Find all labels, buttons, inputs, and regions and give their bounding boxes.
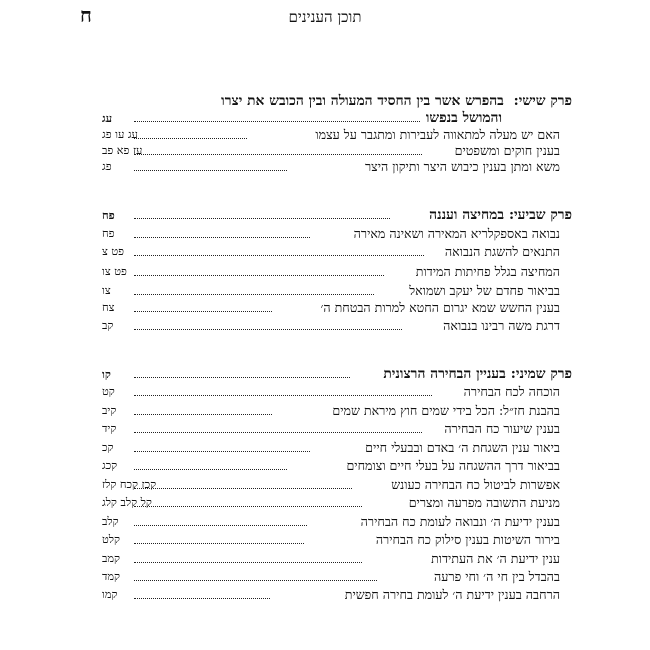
- entry-text: משא ומתן בענין כיבוש היצר ותיקון היצר: [364, 159, 560, 174]
- chapter-label: פרק שישי:: [513, 93, 572, 109]
- entry-text: מניעת התשובה מפרעה ומצרים: [408, 495, 560, 510]
- entry-text: בהבדל בין חי ה׳ וחי פרעה: [434, 569, 560, 584]
- toc-entry: [102, 477, 572, 493]
- entry-text: האם יש מעלה למתאווה לעבירות ומתגבר על עצמו: [315, 127, 560, 142]
- toc-entry: [102, 421, 572, 437]
- entry-text: בענין חוקים ומשפטים: [454, 143, 560, 158]
- toc-entry: [102, 569, 572, 585]
- toc-entry: [102, 244, 572, 260]
- leader-dots: [134, 329, 402, 330]
- entry-text: בענין החשש שמא יגרום החטא למרות הבטחת ה׳: [320, 300, 560, 315]
- chapter-title: בהפרש אשר בין החסיד המעולה ובין הכובש את יצרו: [221, 93, 504, 109]
- leader-dots: [134, 121, 420, 122]
- toc-entry: [102, 283, 572, 299]
- toc-entry: [102, 300, 572, 316]
- entry-page: קיד: [102, 422, 117, 435]
- entry-text: המחיצה בגלל פחיתות המידות: [415, 264, 560, 279]
- entry-text: הוכחה לכח הבחירה: [463, 384, 560, 399]
- entry-page: קב: [102, 319, 114, 332]
- chapter-title-cont: והמושל בנפשו: [425, 110, 502, 126]
- leader-dots: [134, 562, 362, 563]
- toc-entry: [102, 514, 572, 530]
- chapter-heading-text: [429, 207, 572, 223]
- entry-text: בענין ידיעת ה׳ ונבואה לעומת כח הבחירה: [360, 514, 560, 529]
- entry-page: צח: [102, 301, 115, 314]
- leader-dots: [134, 237, 310, 238]
- entry-page: פג: [102, 160, 112, 173]
- entry-page: עז פא פב: [102, 144, 143, 157]
- entry-text: התנאים להשגת הנבואה: [444, 244, 560, 259]
- toc-entry: [102, 587, 572, 603]
- toc-entry: [102, 318, 572, 334]
- chapter-label: פרק שמיני:: [510, 366, 572, 382]
- toc-entry: [102, 551, 572, 567]
- running-header: [0, 3, 650, 27]
- chapter-heading-text: [383, 366, 572, 382]
- entry-page: קכ: [102, 441, 114, 454]
- leader-dots: [134, 598, 270, 599]
- entry-text: בביאור דרך ההשגחה על בעלי חיים וצומחים: [346, 458, 560, 473]
- leader-dots: [134, 218, 390, 219]
- leader-dots: [134, 138, 247, 139]
- entry-page: פט צו: [102, 265, 127, 278]
- entry-text: ביאור ענין השגחת ה׳ באדם ובבעלי חיים: [365, 440, 560, 455]
- leader-dots: [134, 414, 272, 415]
- chapter-heading-7: [102, 207, 572, 223]
- entry-page: פח: [102, 227, 115, 240]
- entry-page: קכז קכח קלז: [102, 478, 157, 491]
- leader-dots: [134, 377, 350, 378]
- leader-dots: [134, 525, 307, 526]
- toc-entry: [102, 458, 572, 474]
- leader-dots: [134, 395, 432, 396]
- entry-page: קלט: [102, 533, 120, 546]
- leader-dots: [134, 451, 310, 452]
- toc-entry: [102, 159, 572, 175]
- entry-page: קל קלב קלג: [102, 496, 152, 509]
- leader-dots: [134, 255, 424, 256]
- entry-text: ענין ידיעת ה׳ את העתידות: [431, 551, 560, 566]
- entry-page: קמד: [102, 570, 120, 583]
- entry-page: קיב: [102, 404, 117, 417]
- toc-entry: [102, 495, 572, 511]
- leader-dots: [134, 275, 384, 276]
- page-letter: ח: [80, 3, 92, 27]
- entry-text: בענין שיעור כח הבחירה: [444, 421, 560, 436]
- entry-text: נבואה באספקלריא המאירה ושאינה מאירה: [353, 226, 560, 241]
- chapter-label: פרק שביעי:: [508, 207, 572, 223]
- toc-entry: [102, 403, 572, 419]
- entry-page: קט: [102, 385, 115, 398]
- leader-dots: [134, 170, 287, 171]
- entry-text: אפשרות לביטול כח הבחירה כעונש: [391, 477, 560, 492]
- page-title: תוכן הענינים: [288, 8, 362, 26]
- entry-text: בירור השיטות בענין סילוק כח הבחירה: [375, 532, 560, 547]
- entry-text: בביאור פחדם של יעקב ושמואל: [409, 283, 560, 298]
- leader-dots: [134, 580, 377, 581]
- chapter-heading-8: [102, 366, 572, 382]
- entry-text: דרגת משה רבינו בנבואה: [443, 318, 560, 333]
- toc-entry: [102, 384, 572, 400]
- leader-dots: [134, 432, 422, 433]
- entry-page: קו: [102, 367, 111, 381]
- toc-entry: [102, 264, 572, 280]
- leader-dots: [134, 154, 422, 155]
- entry-text: בהבנת חז״ל: הכל בידי שמים חוץ מיראת שמים: [332, 403, 560, 418]
- toc-entry: [102, 440, 572, 456]
- leader-dots: [134, 469, 287, 470]
- entry-page: עג: [102, 111, 113, 125]
- leader-dots: [134, 311, 272, 312]
- chapter-heading-6-cont: [102, 110, 572, 126]
- leader-dots: [134, 294, 374, 295]
- chapter-heading-6: [221, 93, 572, 109]
- chapter-title: במחיצה ועננה: [429, 207, 504, 223]
- entry-text: הרחבה בענין ידיעת ה׳ לעומת בחירה חפשית: [344, 587, 560, 602]
- leader-dots: [134, 543, 304, 544]
- entry-page: עג עו פג: [102, 128, 138, 141]
- entry-page: קכג: [102, 459, 118, 472]
- toc-entry: [102, 127, 572, 143]
- toc-entry: [102, 532, 572, 548]
- toc-entry: [102, 226, 572, 242]
- toc-entry: [102, 143, 572, 159]
- entry-page: פח: [102, 208, 115, 222]
- entry-page: צו: [102, 284, 111, 297]
- chapter-title: בעניין הבחירה הרצונית: [383, 366, 506, 382]
- entry-page: קמב: [102, 552, 121, 565]
- entry-page: קמו: [102, 588, 118, 601]
- entry-page: קלב: [102, 515, 119, 528]
- entry-page: פט צ: [102, 245, 125, 258]
